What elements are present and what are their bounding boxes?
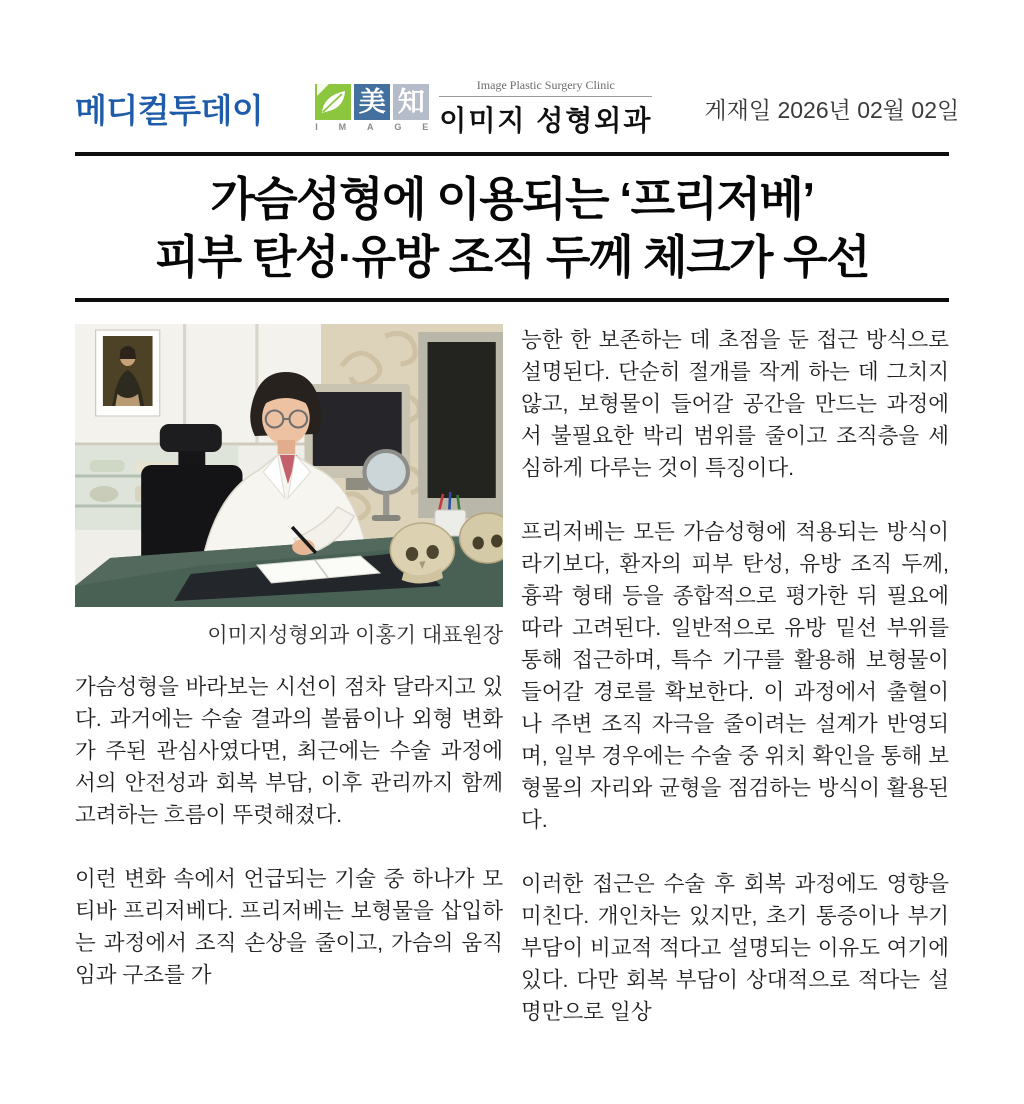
article-page (0, 77, 1024, 1104)
clinic-names (439, 78, 652, 139)
clinic-logo-mark (315, 84, 429, 132)
headline-line-2: 피부 탄성·유방 조직 두께 체크가 우선 (154, 231, 870, 283)
clinic-name-english: Image Plastic Surgery Clinic (439, 78, 652, 97)
doctor-photo-illustration (75, 324, 503, 607)
header (75, 77, 960, 136)
leaf-icon (315, 84, 351, 120)
left-column (75, 324, 503, 1028)
publisher-logo: 메디컬투데이 (75, 91, 264, 129)
headline-line-1: 가슴성형에 이용되는 ‘프리저베’ (210, 173, 814, 225)
paragraph-left-1: 가슴성형을 바라보는 시선이 점차 달라지고 있다. 과거에는 수술 결과의 볼륨이나 외형 변화가 주된 관심사였다면, 최근에는 수술 과정에서의 안전성과 회복 부담, 이후 관리까지 함께 고려하는 흐름이 뚜렷해졌다. (75, 675, 503, 827)
hanja-know-icon: 知 (393, 84, 429, 120)
photo-caption: 이미지성형외과 이홍기 대표원장 (207, 624, 503, 647)
article-body (75, 324, 949, 1028)
top-rule (75, 152, 949, 156)
headline (75, 170, 949, 286)
doctor-photo (75, 324, 503, 607)
right-column (521, 324, 949, 1028)
clinic-name-korean: 이미지 성형외과 (439, 104, 653, 136)
paragraph-right-1: 능한 한 보존하는 데 초점을 둔 접근 방식으로 설명된다. 단순히 절개를 작게 하는 데 그치지 않고, 보형물이 들어갈 공간을 만드는 과정에서 불필요한 박리 범위를 줄이고 조직층을 세심하게 다루는 것이 특징이다. (521, 328, 949, 480)
clinic-logo (315, 78, 652, 139)
hanja-beauty-icon: 美 (354, 84, 390, 120)
paragraph-right-2: 프리저베는 모든 가슴성형에 적용되는 방식이라기보다, 환자의 피부 탄성, 유방 조직 두께, 흉곽 형태 등을 종합적으로 평가한 뒤 필요에 따라 고려된다. 일반적으로 유방 밑선 부위를 통해 접근하며, 특수 기구를 활용해 보형물이 들어갈 경로를 확보한다. 이 과정에서 출혈이나 주변 조직 자극을 줄이려는 설계가 반영되며, 일부 경우에는 수술 중 위치 확인을 통해 보형물의 자리와 균형을 점검하는 방식이 활용된다. (521, 520, 949, 832)
publication-date: 게재일 2026년 02월 02일 (704, 96, 960, 123)
headline-rule (75, 298, 949, 302)
side-monitor (418, 332, 503, 518)
paragraph-left-2: 이런 변화 속에서 언급되는 기술 중 하나가 모티바 프리저베다. 프리저베는 보형물을 삽입하는 과정에서 조직 손상을 줄이고, 가슴의 움직임과 구조를 가 (75, 867, 503, 987)
logo-image-letters: I M A G E (315, 122, 430, 132)
mona-lisa-poster (96, 330, 160, 416)
paragraph-right-3: 이러한 접근은 수술 후 회복 과정에도 영향을 미친다. 개인차는 있지만, 초기 통증이나 부기 부담이 비교적 적다고 설명되는 이유도 여기에 있다. 다만 회복 부담이 상대적으로 적다는 설명만으로 일상 (521, 872, 949, 1024)
